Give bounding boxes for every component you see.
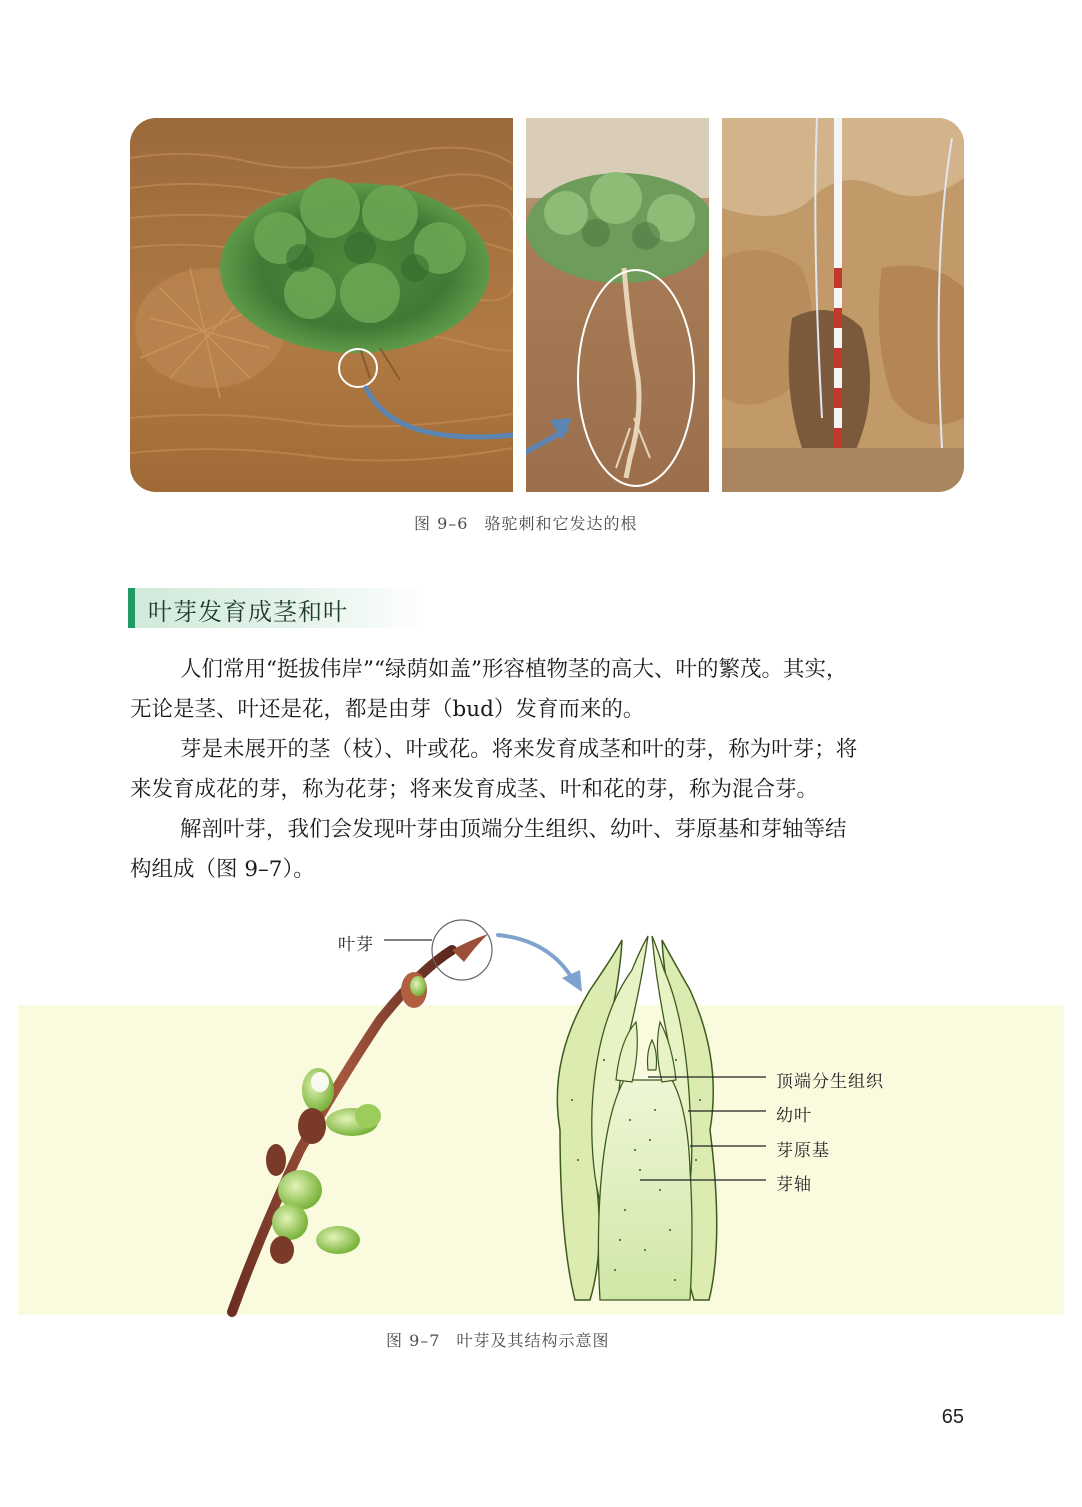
figure-9-7-caption [386, 1328, 609, 1351]
label-young-leaf: 幼叶 [776, 1106, 812, 1126]
paragraph-3-line-2: 构组成（图 9–7）。 [130, 857, 315, 882]
label-bud-primordium: 芽原基 [776, 1141, 830, 1161]
paragraph-2-line-2: 来发育成花的芽，称为花芽；将来发育成茎、叶和花的芽，称为混合芽。 [130, 777, 819, 802]
figure-9-6-title: 骆驼刺和它发达的根 [484, 514, 638, 533]
leaf-bud-section-diagram [557, 936, 766, 1300]
label-leaf-bud: 叶芽 [338, 935, 374, 955]
label-apical-meristem: 顶端分生组织 [776, 1072, 884, 1092]
figure-9-7-number: 图 9–7 [386, 1331, 441, 1350]
label-bud-axis: 芽轴 [776, 1175, 812, 1195]
figure-9-6-number: 图 9–6 [414, 514, 469, 533]
page-number: 65 [941, 1406, 964, 1428]
paragraph-1-line-2: 无论是茎、叶还是花，都是由芽（bud）发育而来的。 [130, 697, 645, 722]
section-heading-text: 叶芽发育成茎和叶 [148, 598, 348, 626]
zoom-arrow [498, 935, 582, 992]
twig-branch [232, 934, 488, 1312]
paragraph-3-line-1: 解剖叶芽，我们会发现叶芽由顶端分生组织、幼叶、芽原基和芽轴等结 [180, 817, 847, 842]
paragraph-1-line-1: 人们常用“挺拔伟岸”“绿荫如盖”形容植物茎的高大、叶的繁茂。其实， [180, 657, 848, 682]
paragraph-2-line-1: 芽是未展开的茎（枝）、叶或花。将来发育成茎和叶的芽，称为叶芽；将 [180, 737, 858, 762]
figure-9-7-title: 叶芽及其结构示意图 [456, 1331, 610, 1350]
